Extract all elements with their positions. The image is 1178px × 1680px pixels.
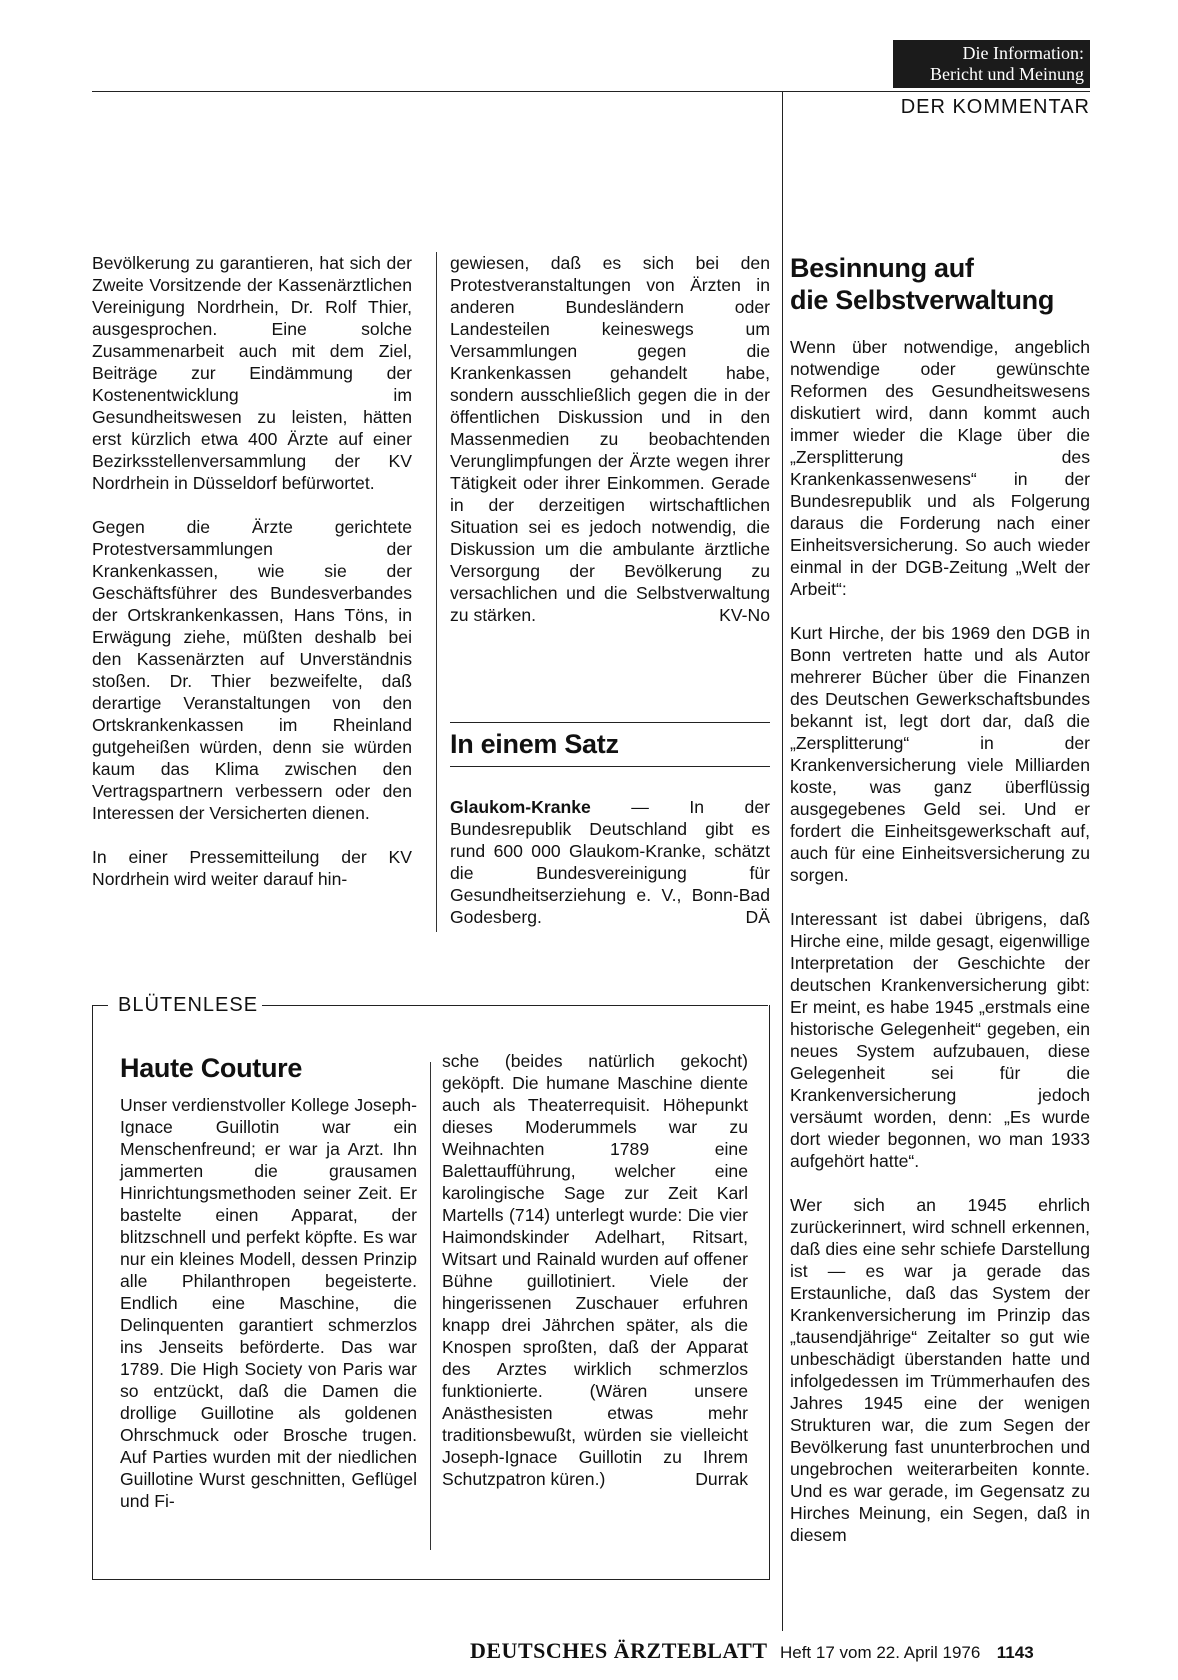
paragraph xyxy=(450,796,770,928)
issue-info: Heft 17 vom 22. April 1976 xyxy=(779,1643,981,1662)
section-label: DER KOMMENTAR xyxy=(900,96,1090,118)
news-item xyxy=(450,796,770,928)
article-column-2 xyxy=(450,252,770,626)
paragraph: Kurt Hirche, der bis 1969 den DGB in Bonn vertreten hatte und als Autor mehrerer Bücher über die Finanzen des Deutschen Gewerkschaftsbundes bekannt ist, legt dort dar, daß die „Zersplitterung“ in der Krankenversicherung viele Milliarden koste, was ganz überflüssig ausgegebenes Geld sei. Und er fordert die Einheitsgewerkschaft auf, auch für eine Einheitsversicherung zu sorgen. xyxy=(790,623,1090,885)
paragraph: Bevölkerung zu garantieren, hat sich der Zweite Vorsitzende der Kassenärztlichen Vereinigung Nordrhein, Dr. Rolf Thier, ausgesprochen. Eine solche Zusammenarbeit auch mit dem Ziel, Beiträge zur Eindämmung der Kostenentwicklung im Gesundheitswesen zu leisten, hätten erst kürzlich etwa 400 Ärzte auf einer Bezirksstellenversammlung der KV Nordrhein in Düsseldorf befürwortet. xyxy=(92,253,412,493)
paragraph: Interessant ist dabei übrigens, daß Hirche eine, milde gesagt, eigenwillige Interpretation der Geschichte der deutschen Krankenversicherung gibt: Er meint, es habe 1945 „erstmals eine historische Gelegenheit“ gegeben, ein neues System aufzubauen, diese Gelegenheit sei für die Krankenversicherung jedoch versäumt worden, denn: „Es wurde dort wieder begonnen, wo man 1933 aufgehört hatte“. xyxy=(790,909,1090,1171)
paragraph xyxy=(442,1050,748,1490)
author-signature: DÄ xyxy=(745,907,770,927)
section-tag-line1: Die Information: xyxy=(962,43,1084,63)
author-signature: Durrak xyxy=(695,1469,748,1489)
section-tag xyxy=(893,40,1090,88)
news-lead: Glaukom-Kranke xyxy=(450,797,591,817)
paragraph: Wenn über notwendige, angeblich notwendige oder gewünschte Reformen des Gesundheitswesens diskutiert wird, dann kommt auch immer wieder die Klage über die „Zersplitterung des Krankenkassenwesens“ in der Bundesrepublik und als Folgerung daraus die Forderung nach einer Einheitsversicherung. So auch wieder einmal in der DGB-Zeitung „Welt der Arbeit“: xyxy=(790,337,1090,599)
heading-line: Besinnung auf xyxy=(790,253,974,283)
section-rule xyxy=(450,766,770,767)
commentary-body xyxy=(790,336,1090,1546)
box-column-2 xyxy=(442,1050,748,1490)
masthead: DEUTSCHES ÄRZTEBLATT xyxy=(470,1638,768,1663)
news-text: — In der Bundesrepublik Deutschland gibt es rund 600 000 Glaukom-Kranke, schätzt die Bundesvereinigung für Gesundheitserziehung e. V., Bonn-Bad Godesberg. xyxy=(450,797,770,927)
box-label: BLÜTENLESE xyxy=(118,994,259,1016)
column-divider xyxy=(436,252,437,932)
column-rule-right xyxy=(782,91,783,1631)
commentary-heading xyxy=(790,252,1090,316)
box-column-divider xyxy=(430,1062,431,1550)
paragraph: Gegen die Ärzte gerichtete Protestversammlungen der Krankenkassen, wie sie der Geschäftsführer des Bundesverbandes der Ortskrankenkassen, Hans Töns, in Erwägung ziehe, müßten deshalb bei den Kassenärzten auf Unverständnis stoßen. Dr. Thier bezweifelte, daß derartige Veranstaltungen von den Ortskrankenkassen im Rheinland gutgeheißen würden, denn sie würden kaum das Klima zwischen den Vertragspartnern verbessern oder den Interessen der Versicherten dienen. xyxy=(92,517,412,823)
paragraph: Wer sich an 1945 ehrlich zurückerinnert, wird schnell erkennen, daß dies eine sehr schiefe Darstellung ist — es war ja gerade das Erstaunliche, daß das System der Krankenversicherung im Prinzip das „tausendjährige“ Zeitalter so gut wie unbeschädigt überstanden hatte und infolgedessen im Trümmerhaufen des Jahres 1945 eine der wenigen Strukturen war, die zum Segen der Bevölkerung fast ununterbrochen und ungebrochen weiterarbeiten konnte. Und es war gerade, im Gegensatz zu Hirches Meinung, ein Segen, daß in diesem xyxy=(790,1195,1090,1545)
heading-line: die Selbstverwaltung xyxy=(790,285,1055,315)
section-rule xyxy=(450,722,770,723)
header-rule xyxy=(92,91,1090,92)
page-footer xyxy=(470,1638,1034,1664)
box-top-rule xyxy=(262,1005,768,1006)
page-number: 1143 xyxy=(996,1643,1034,1662)
section-heading: In einem Satz xyxy=(450,729,619,759)
paragraph: In einer Pressemitteilung der KV Nordrhein wird weiter darauf hin- xyxy=(92,847,412,889)
article-column-1 xyxy=(92,252,412,890)
paragraph-text: gewiesen, daß es sich bei den Protestveranstaltungen von Ärzten in anderen Bundesländern oder Landesteilen keineswegs um Versammlungen gegen die Krankenkassen gehandelt habe, sondern ausschließlich gegen die in der öffentlichen Diskussion und in den Massenmedien zu beobachtenden Verunglimpfungen der Ärzte wegen ihrer Tätigkeit oder ihrer Einkommen. Gerade in der derzeitigen wirtschaftlichen Situation sei es jedoch notwendig, die Diskussion um die ambulante ärztliche Versorgung der Bevölkerung zu versachlichen und die Selbstverwaltung zu stärken. xyxy=(450,253,770,625)
paragraph xyxy=(450,252,770,626)
section-tag-line2: Bericht und Meinung xyxy=(930,64,1084,84)
box-column-1 xyxy=(120,1094,417,1512)
author-signature: KV-No xyxy=(719,605,770,625)
paragraph-text: sche (beides natürlich gekocht) geköpft. Die humane Maschine diente auch als Theaterrequisit. Höhepunkt dieses Moderummels war zu Weihnachten 1789 eine Balettaufführung, welcher eine karolingische Sage zur Zeit Karl Martells (714) unterlegt wurde: Die vier Haimondskinder Adelhart, Ritsart, Witsart und Rainald wurden auf offener Bühne guillotiniert. Viele der hingerissenen Zuschauer erfuhren knapp drei Jährchen später, als die Knospen sproßten, daß der Apparat des Arztes wirklich schmerzlos funktionierte. (Wären unsere Anästhesisten etwas mehr traditionsbewußt, würden sie vielleicht Joseph-Ignace Guillotin zu Ihrem Schutzpatron küren.) xyxy=(442,1051,748,1489)
box-heading: Haute Couture xyxy=(120,1053,303,1083)
paragraph: Unser verdienstvoller Kollege Joseph-Ignace Guillotin war ein Menschenfreund; er war ja Arzt. Ihn jammerten die grausamen Hinrichtungsmethoden seiner Zeit. Er bastelte einen Apparat, der blitzschnell und perfekt köpfte. Es war nur ein kleines Modell, dessen Prinzip alle Philanthropen begeisterte. Endlich eine Maschine, die Delinquenten garantiert schmerzlos ins Jenseits beförderte. Das war 1789. Die High Society von Paris war so entzückt, daß die Damen die drollige Guillotine als goldenen Ohrschmuck oder Brosche trugen. Auf Parties wurden mit der niedlichen Guillotine Wurst geschnitten, Geflügel und Fi- xyxy=(120,1095,417,1511)
box-top-rule xyxy=(92,1005,108,1006)
